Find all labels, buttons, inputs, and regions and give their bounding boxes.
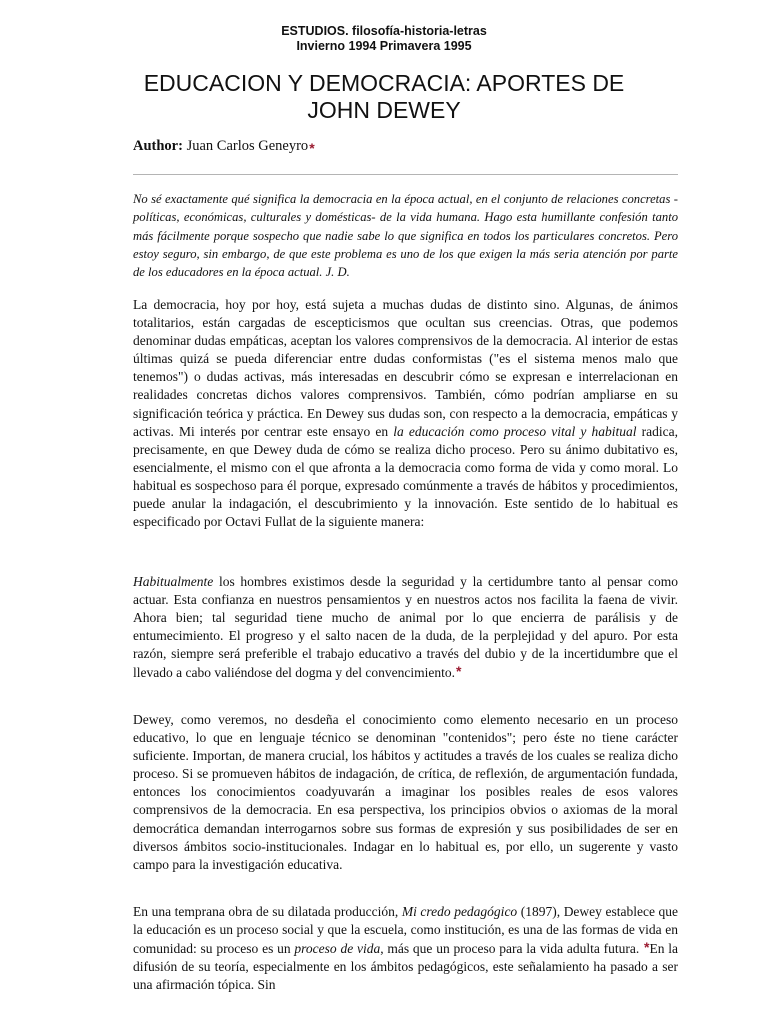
journal-name: ESTUDIOS. filosofía-historia-letras xyxy=(281,24,487,38)
title-line-1: EDUCACION Y DEMOCRACIA: APORTES DE xyxy=(143,70,625,96)
footnote-marker[interactable]: * xyxy=(456,663,462,680)
author-line xyxy=(133,136,315,155)
paragraph-1-text-b: radica, precisamente, en que Dewey duda de cómo se realiza dicho proceso. Pero su ánimo dubitativo es, esencialmente, el mismo con el que afronta a la democracia como forma de vida y como moral. Lo habitual es sospechoso para él porque, expresado comúnmente a través de hábitos y procedimientos, puede anular la indagación, el descubrimiento y la innovación. Este sentido de lo habitual es especificado por Octavi Fullat de la siguiente manera: xyxy=(133,423,678,530)
paragraph-4-text-a: En una temprana obra de su dilatada producción, xyxy=(133,904,402,919)
paragraph-3: Dewey, como veremos, no desdeña el conocimiento como elemento necesario en un proceso educativo, lo que en lenguaje técnico se denominan "contenidos"; pero éste no tiene carácter suficiente. Importan, de manera crucial, los hábitos y actitudes a través de los cuales se realiza dicho proceso. Si se promueven hábitos de indagación, de crítica, de reflexión, de argumentación fundada, entonces los conocimientos coadyuvarán a imaginar los posibles reales de esos valores comprensivos de la democracia. En esa perspectiva, los principios obvios o axiomas de la moral democrática demandan interrogarnos sobre sus formas de expresión y sus posibilidades de ser en diversos ámbitos socio-institucionales. Indagar en lo habitual es, por ello, un sugerente y vasto campo para la investigación educativa. xyxy=(133,712,678,872)
paragraph-2-text: los hombres existimos desde la seguridad y la certidumbre tanto al pensar como actuar. Esta confianza en nuestros pensamientos y en nuestros actos nos facilita la faena de vivir. Ahora bien; tal seguridad tiene mucho de animal por lo que encierra de parálisis y de entumecimiento. El progreso y el salto nacen de la duda, de la perplejidad y del apuro. Por esta razón, siempre será preferible el trabajo educativo a través del dubio y de la incertidumbre que el llevado a cabo valiéndose del dogma y del convencimiento. xyxy=(133,574,678,681)
paragraph-4-text-b: (1897), Dewey establece que la educación es un proceso social y que la escuela, como institución, es una de las formas de vida en comunidad: su proceso es un xyxy=(133,904,679,957)
epigraph-quote: No sé exactamente qué significa la democracia en la época actual, en el conjunto de relaciones concretas -políticas, económicas, culturales y domésticas- de la vida humana. Hago esta humillante confesión tanto más fácilmente porque sospecho que nadie sabe lo que significa en todos los particulares concretos. Pero estoy seguro, sin embargo, de que este problema es uno de los que exigen la más seria atención por parte de los educadores en la época actual. J. D. xyxy=(133,192,678,280)
journal-issue: Invierno 1994 Primavera 1995 xyxy=(296,39,472,53)
article-title xyxy=(0,70,768,124)
paragraph-1 xyxy=(133,296,678,531)
horizontal-divider xyxy=(133,174,678,175)
paragraph-1-emphasis: la educación como proceso vital y habitual xyxy=(393,423,637,439)
journal-header xyxy=(0,24,768,54)
paragraph-4-book-title: Mi credo pedagógico xyxy=(401,904,518,919)
footnote-marker[interactable]: * xyxy=(644,939,650,956)
paragraph-2-emphasis: Habitualmente xyxy=(133,574,214,589)
author-label: Author: xyxy=(133,138,183,154)
paragraph-4 xyxy=(133,903,678,994)
paragraph-1-text-a: La democracia, hoy por hoy, está sujeta a muchas dudas de distinto sino. Algunas, de ánimos totalitarios, están cargadas de escepticismos que ocultan sus creencias. Otras, que podemos denominar dudas empáticas, aceptan los valores comprensivos de la democracia. Al interior de estas últimas quizá se pueda diferenciar entre dudas conformistas ("es el sistema menos malo que tenemos") o dudas activas, más interesadas en descubrir cómo se expresan e interrelacionan en realidades concretas dichos valores comprensivos. También, cómo podrían ampliarse en su significación teórica y práctica. En Dewey sus dudas son, con respecto a la democracia, empáticas y activas. Mi interés por centrar este ensayo en xyxy=(133,297,678,439)
author-name: Juan Carlos Geneyro xyxy=(186,138,309,154)
paragraph-2-quote xyxy=(133,573,678,683)
paragraph-4-text-c: , más que un proceso para la vida adulta futura. xyxy=(380,941,644,957)
paragraph-4-text-d: En la difusión de su teoría, especialmente en los ámbitos pedagógicos, este señalamiento ha pasado a ser una afirmación tópica. Sin xyxy=(133,941,679,993)
footnote-marker[interactable]: * xyxy=(309,140,315,156)
title-line-2: JOHN DEWEY xyxy=(307,97,461,123)
paragraph-4-emphasis: proceso de vida xyxy=(294,941,381,957)
